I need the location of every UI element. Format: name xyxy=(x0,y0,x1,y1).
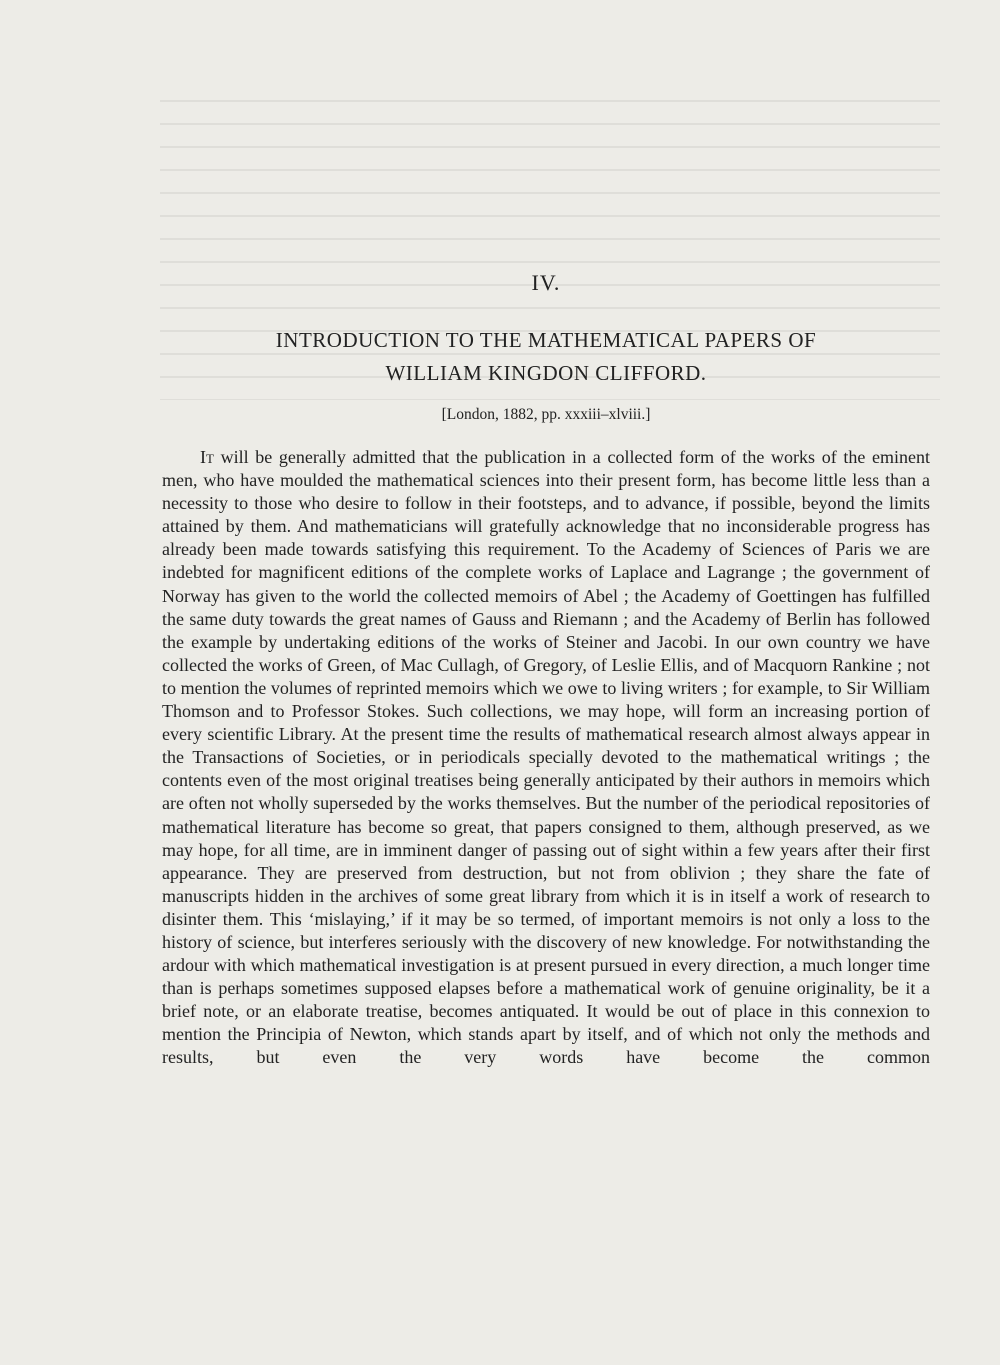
body-paragraph xyxy=(162,446,930,1070)
chapter-number: IV. xyxy=(531,270,561,295)
citation: [London, 1882, pp. xxxiii–xlviii.] xyxy=(441,406,651,423)
paragraph-text: will be generally admitted that the publication in a collected form of the works of the eminent men, who have moulded the mathematical sciences into their present form, has become little less than a necessity to those who desire to follow in their footsteps, and to advance, if possible, beyond the limits attained by them. And mathematicians will gratefully acknowledge that no inconsiderable progress has already been made towards satisfying this requirement. To the Academy of Sciences of Paris we are indebted for magnificent editions of the complete works of Laplace and Lagrange ; the government of Norway has given to the world the collected memoirs of Abel ; the Academy of Goettingen has fulfilled the same duty towards the great names of Gauss and Riemann ; and the Academy of Berlin has followed the example by undertaking editions of the works of Steiner and Jacobi. In our own country we have collected the works of Green, of Mac Cullagh, of Gregory, of Leslie Ellis, and of Macquorn Rankine ; not to mention the volumes of reprinted memoirs which we owe to living writers ; for example, to Sir William Thomson and to Professor Stokes. Such collections, we may hope, will form an increasing portion of every scientific Library. At the present time the results of mathematical research almost always appear in the Transactions of Societies, or in periodicals specially devoted to the mathematical writings ; the contents even of the most original treatises being generally anticipated by their authors in memoirs which are often not wholly superseded by the works themselves. But the number of the periodical repositories of mathematical literature has become so great, that papers consigned to them, although preserved, as we may hope, for all time, are in imminent danger of passing out of sight within a few years after their first appearance. They are preserved from destruction, but not from oblivion ; they share the fate of manuscripts hidden in the archives of some great library from which it is in itself a work of research to disinter them. This ‘mislaying,’ if it may be so termed, of important memoirs is not only a loss to the history of science, but interferes seriously with the discovery of new knowledge. For notwithstanding the ardour with which mathematical investigation is at present pursued in every direction, a much longer time than is perhaps sometimes supposed elapses before a mathematical work of genuine originality, be it a brief note, or an elaborate treatise, becomes antiquated. It would be out of place in this connexion to mention the Principia of Newton, which stands apart by itself, and of which not only the methods and results, but even the very words have become the common xyxy=(162,447,930,1068)
chapter-title-line-2: WILLIAM KINGDON CLIFFORD. xyxy=(385,361,707,385)
chapter-title-line-1: INTRODUCTION TO THE MATHEMATICAL PAPERS OF xyxy=(275,328,817,352)
lead-word: It xyxy=(200,447,214,467)
indent xyxy=(162,447,200,467)
content xyxy=(162,270,930,1070)
